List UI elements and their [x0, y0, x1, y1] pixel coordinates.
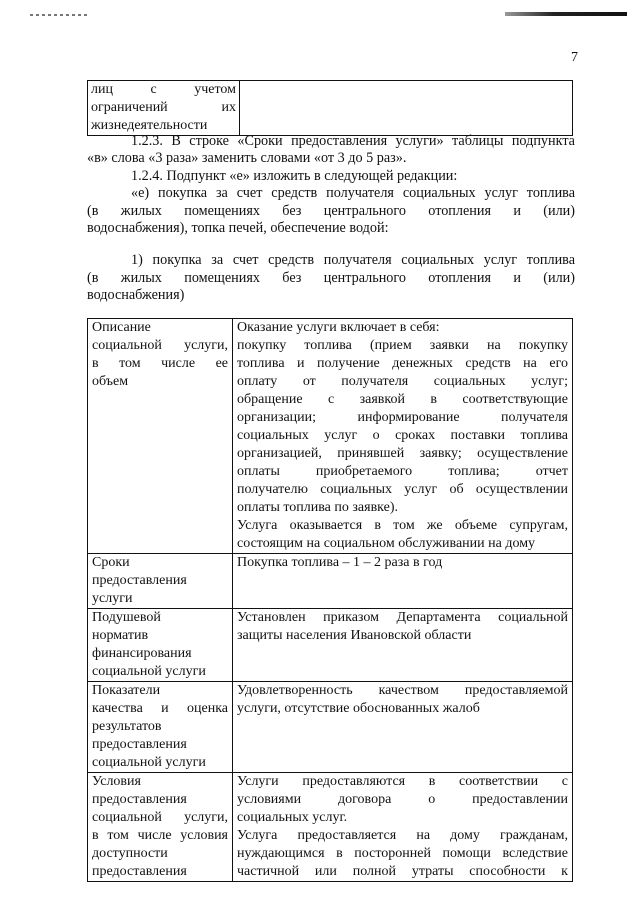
cell-text: оплату от получателя социальных услуг; — [237, 374, 568, 389]
cell-text: Установлен приказом Департамента социальной — [237, 610, 568, 625]
paragraph-line: 1) покупка за счет средств получателя социальных услуг топлива — [131, 252, 575, 268]
cell-text: Условия — [92, 774, 141, 789]
cell-text: Услуга предоставляется на дому гражданам, — [237, 828, 568, 843]
cell-text: жизнедеятельности — [91, 118, 208, 133]
cell-text: состоящим на социальном обслуживании на дому — [237, 536, 536, 551]
cell-text: социальных услуг. — [237, 810, 348, 825]
row-label-cell — [88, 319, 233, 554]
cell-text: оплаты топлива по заявке). — [237, 500, 399, 515]
cell-text: ограничений их — [91, 100, 236, 115]
cell-text: Оказание услуги включает в себя: — [237, 320, 440, 335]
row-label-cell — [88, 554, 233, 609]
cell-text: социальных услуг о сроках поставки топлива — [237, 428, 568, 443]
row-content-cell — [233, 609, 573, 682]
table-row — [88, 554, 573, 609]
table-row — [88, 609, 573, 682]
top-table-right-cell — [240, 81, 573, 136]
cell-text: в том числе ее — [92, 356, 228, 371]
cell-text: финансирования — [92, 646, 192, 661]
table-row — [88, 319, 573, 554]
cell-text: объем — [92, 374, 129, 389]
service-table — [87, 318, 573, 882]
cell-text: Удовлетворенность качеством предоставляемой — [237, 683, 568, 698]
cell-text: предоставления — [92, 737, 187, 752]
row-content-cell — [233, 554, 573, 609]
scan-artifact-left — [30, 14, 88, 16]
paragraph-line: «в» слова «3 раза» заменить словами «от 3 до 5 раз». — [87, 150, 407, 166]
cell-text: предоставления — [92, 792, 187, 807]
cell-text: Описание — [92, 320, 151, 335]
cell-text: покупку топлива (прием заявки на покупку — [237, 338, 568, 353]
cell-text: социальной услуги — [92, 755, 206, 770]
top-table — [87, 80, 573, 136]
table-row — [88, 81, 573, 136]
row-content-cell — [233, 682, 573, 773]
cell-text: социальной услуги, — [92, 810, 228, 825]
table-row — [88, 682, 573, 773]
paragraph-line: водоснабжения), топка печей, обеспечение водой: — [87, 220, 389, 236]
cell-text: оплаты приобретаемого топлива; отчет — [237, 464, 568, 479]
cell-text: обращение с заявкой в соответствующие — [237, 392, 568, 407]
paragraph-line: 1.2.4. Подпункт «е» изложить в следующей редакции: — [131, 168, 458, 184]
cell-text: условиями договора о предоставлении — [237, 792, 568, 807]
cell-text: Сроки — [92, 555, 130, 570]
row-label-cell — [88, 773, 233, 882]
cell-text: топлива и получение денежных средств на его — [237, 356, 568, 371]
cell-text: в том числе условия — [92, 828, 228, 843]
cell-text: частичной или полной утраты способности к — [237, 864, 568, 879]
cell-text: Услуги предоставляются в соответствии с — [237, 774, 568, 789]
paragraph-line: (в жилых помещениях без центрального отопления и (или) — [87, 270, 575, 286]
cell-text: предоставления — [92, 573, 187, 588]
row-content-cell — [233, 773, 573, 882]
cell-text: лиц с учетом — [91, 82, 236, 97]
row-label-cell — [88, 609, 233, 682]
paragraph-line: 1.2.3. В строке «Сроки предоставления услуги» таблицы подпункта — [131, 133, 575, 149]
paragraph-line: водоснабжения) — [87, 287, 185, 303]
paragraph-line: (в жилых помещениях без центрального отопления и (или) — [87, 203, 575, 219]
cell-text: получателю социальных услуг об осуществлении — [237, 482, 568, 497]
cell-text: доступности — [92, 846, 168, 861]
row-content-cell — [233, 319, 573, 554]
cell-text: качества и оценка — [92, 701, 228, 716]
scan-artifact-right — [505, 12, 627, 16]
paragraph-line: «е) покупка за счет средств получателя социальных услуг топлива — [131, 185, 575, 201]
row-label-cell — [88, 682, 233, 773]
cell-text: предоставления — [92, 864, 187, 879]
page-number: 7 — [571, 50, 578, 65]
cell-text: Подушевой — [92, 610, 161, 625]
cell-text: услуги, отсутствие обоснованных жалоб — [237, 701, 480, 716]
table-row — [88, 773, 573, 882]
cell-text: услуги — [92, 591, 133, 606]
cell-text: результатов — [92, 719, 162, 734]
cell-text: нуждающимся в посторонней помощи вследствие — [237, 846, 568, 861]
cell-text: Услуга оказывается в том же объеме супругам, — [237, 518, 568, 533]
cell-text: защиты населения Ивановской области — [237, 628, 472, 643]
cell-text: социальной услуги, — [92, 338, 228, 353]
cell-text: организации; информирование получателя — [237, 410, 568, 425]
top-table-left-cell — [88, 81, 240, 136]
cell-text: организацией, принявшей заявку; осуществление — [237, 446, 568, 461]
cell-text: Покупка топлива – 1 – 2 раза в год — [237, 555, 443, 570]
cell-text: норматив — [92, 628, 149, 643]
cell-text: социальной услуги — [92, 664, 206, 679]
cell-text: Показатели — [92, 683, 161, 698]
